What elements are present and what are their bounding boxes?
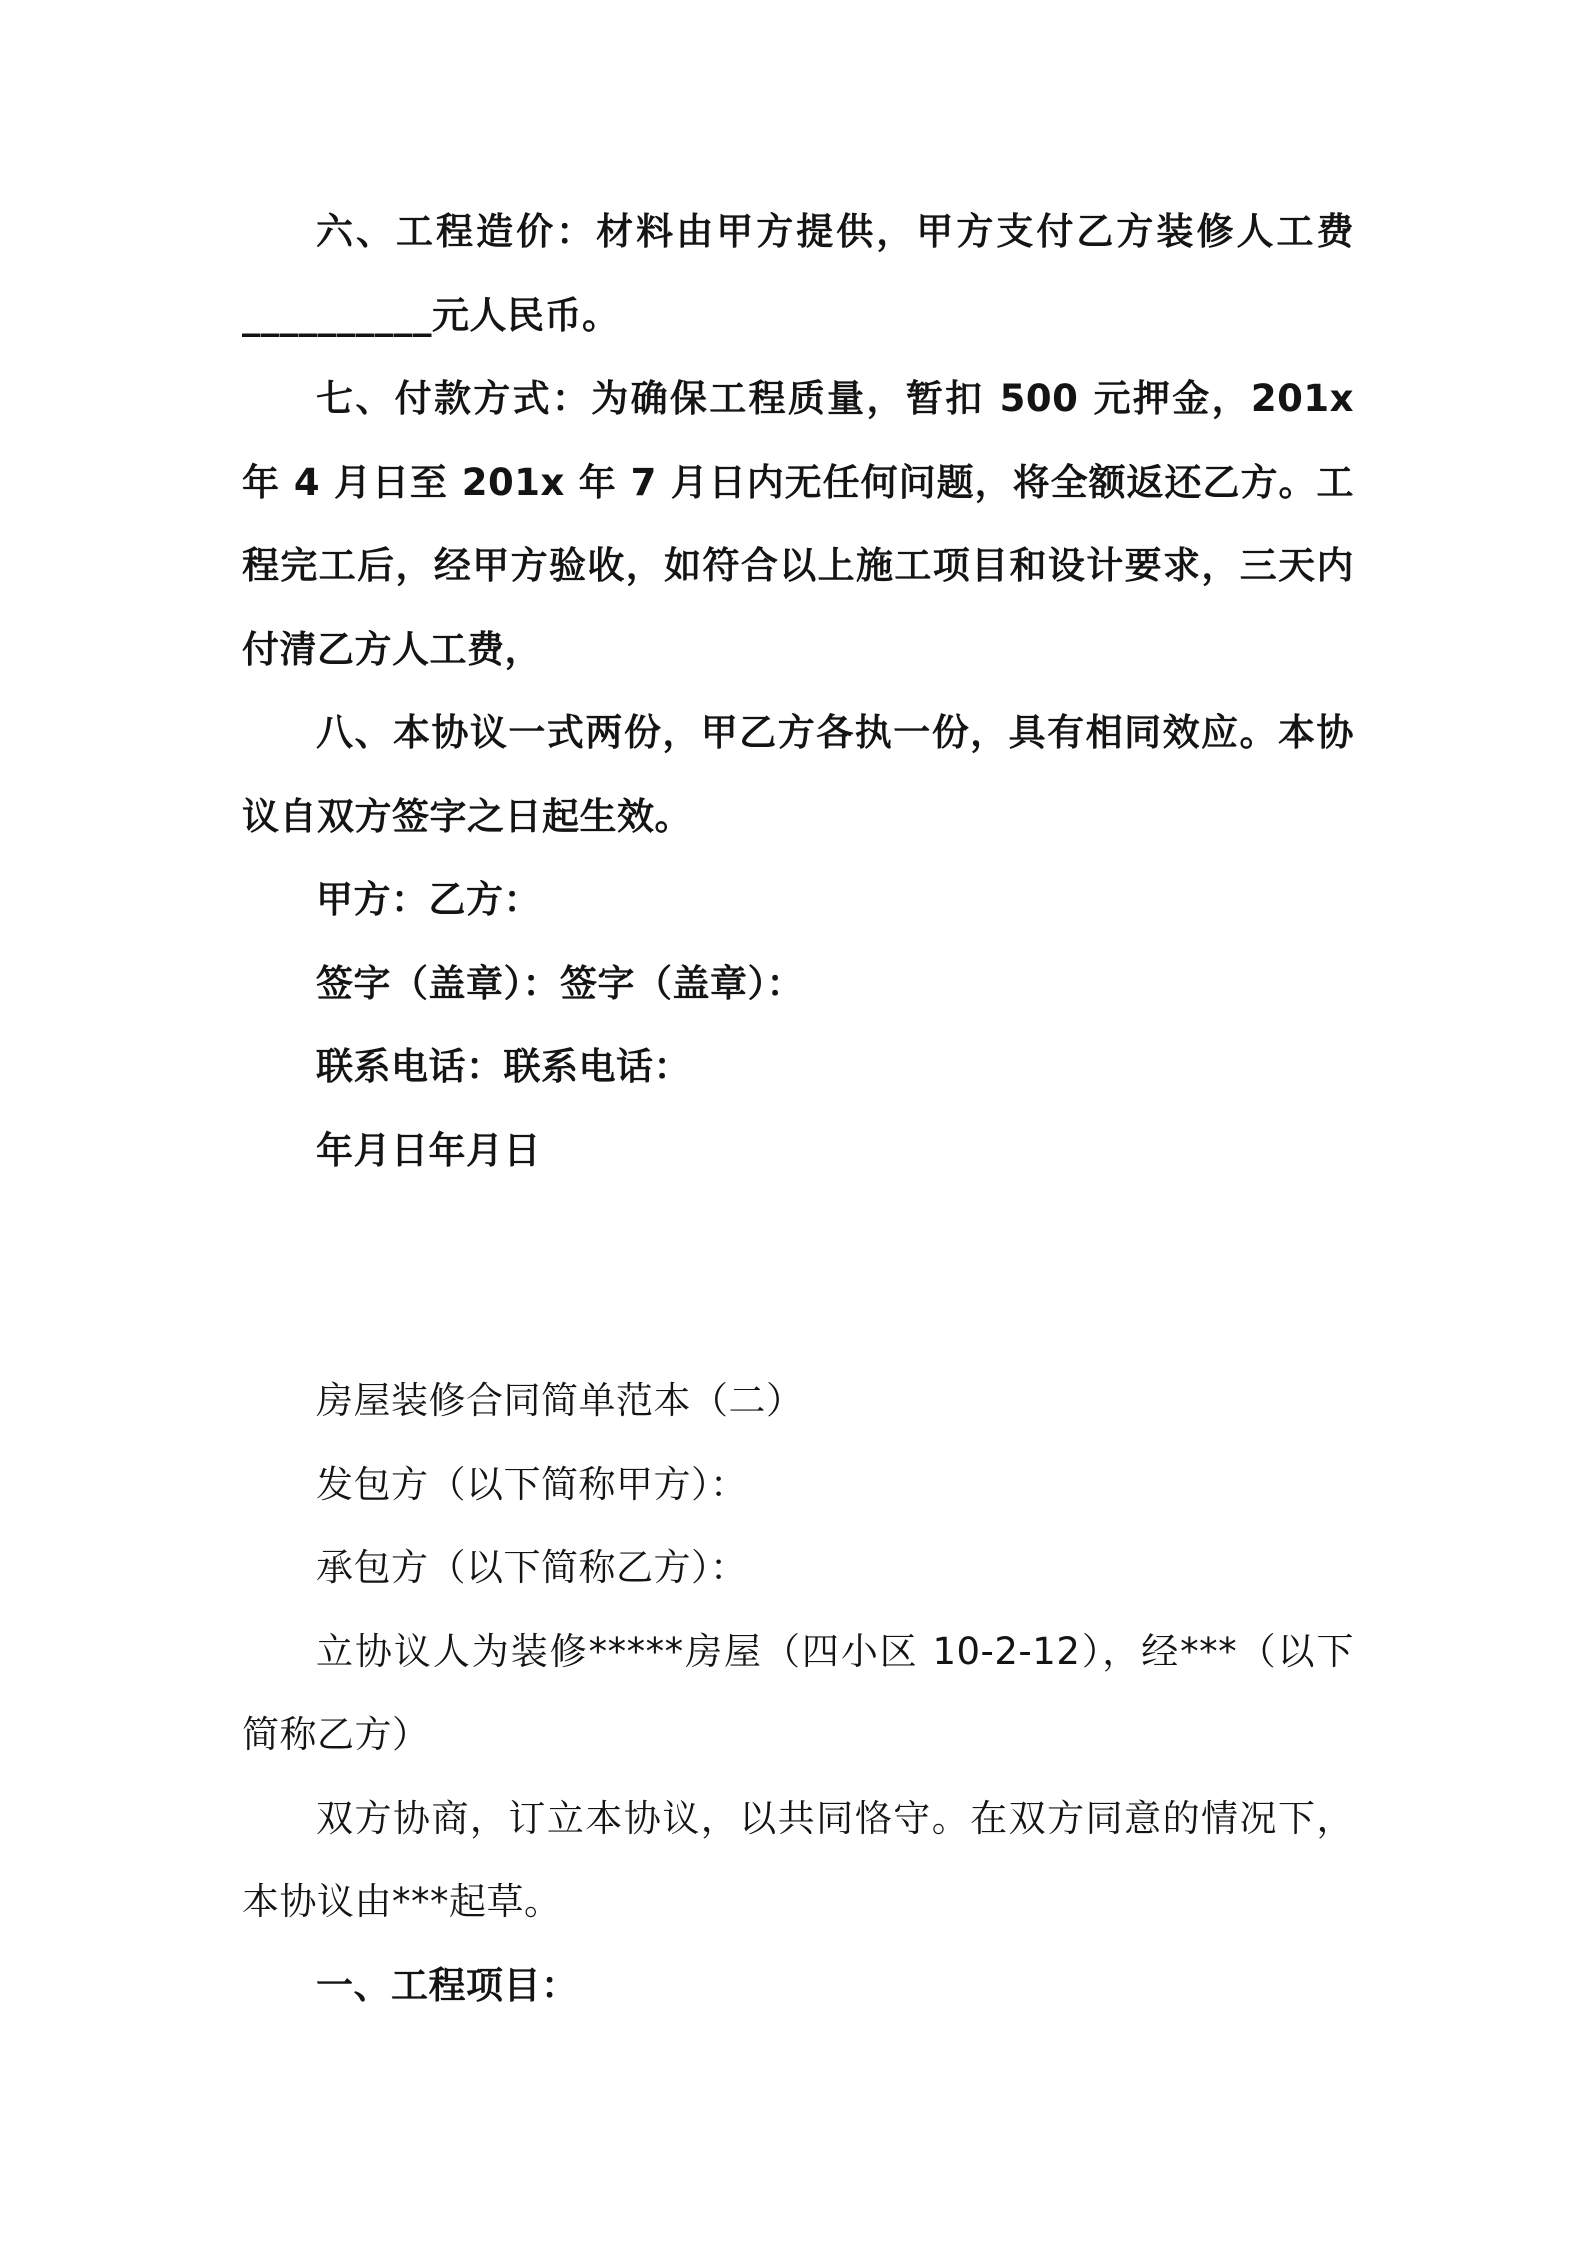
phone-line: 联系电话：联系电话： [316, 1045, 691, 1088]
item-1-heading: 一、工程项目： [316, 1963, 579, 2007]
clause-7-payment: 七、付款方式：为确保工程质量，暂扣 500 元押金，201x 年 4 月日至 201x 年 7 月日内无任何问题，将全额返还乙方。工程完工后，经甲方验收，如符合以上施工项目和设计要求，三天内付清乙方人工费， [242, 377, 1354, 671]
clause-6-price: 六、工程造价：材料由甲方提供，甲方支付乙方装修人工费__________元人民币。 [242, 210, 1354, 337]
date-line: 年月日年月日 [316, 1128, 541, 1172]
intro-paragraph: 立协议人为装修*****房屋（四小区 10-2-12），经***（以下简称乙方） [242, 1629, 1354, 1756]
contractor-line: 承包方（以下简称乙方）： [316, 1546, 748, 1589]
section-gap [242, 1192, 1354, 1359]
clause-8-copies: 八、本协议一式两份，甲乙方各执一份，具有相同效应。本协议自双方签字之日起生效。 [242, 711, 1354, 838]
agreement-paragraph: 双方协商，订立本协议，以共同恪守。在双方同意的情况下，本协议由***起草。 [242, 1796, 1354, 1923]
parties-line: 甲方：乙方： [316, 878, 541, 921]
employer-line: 发包方（以下简称甲方）： [316, 1462, 748, 1506]
contract-2-title: 房屋装修合同简单范本（二） [316, 1379, 804, 1422]
signature-line: 签字（盖章）：签字（盖章）： [316, 961, 804, 1005]
document-page [242, 190, 1354, 2027]
